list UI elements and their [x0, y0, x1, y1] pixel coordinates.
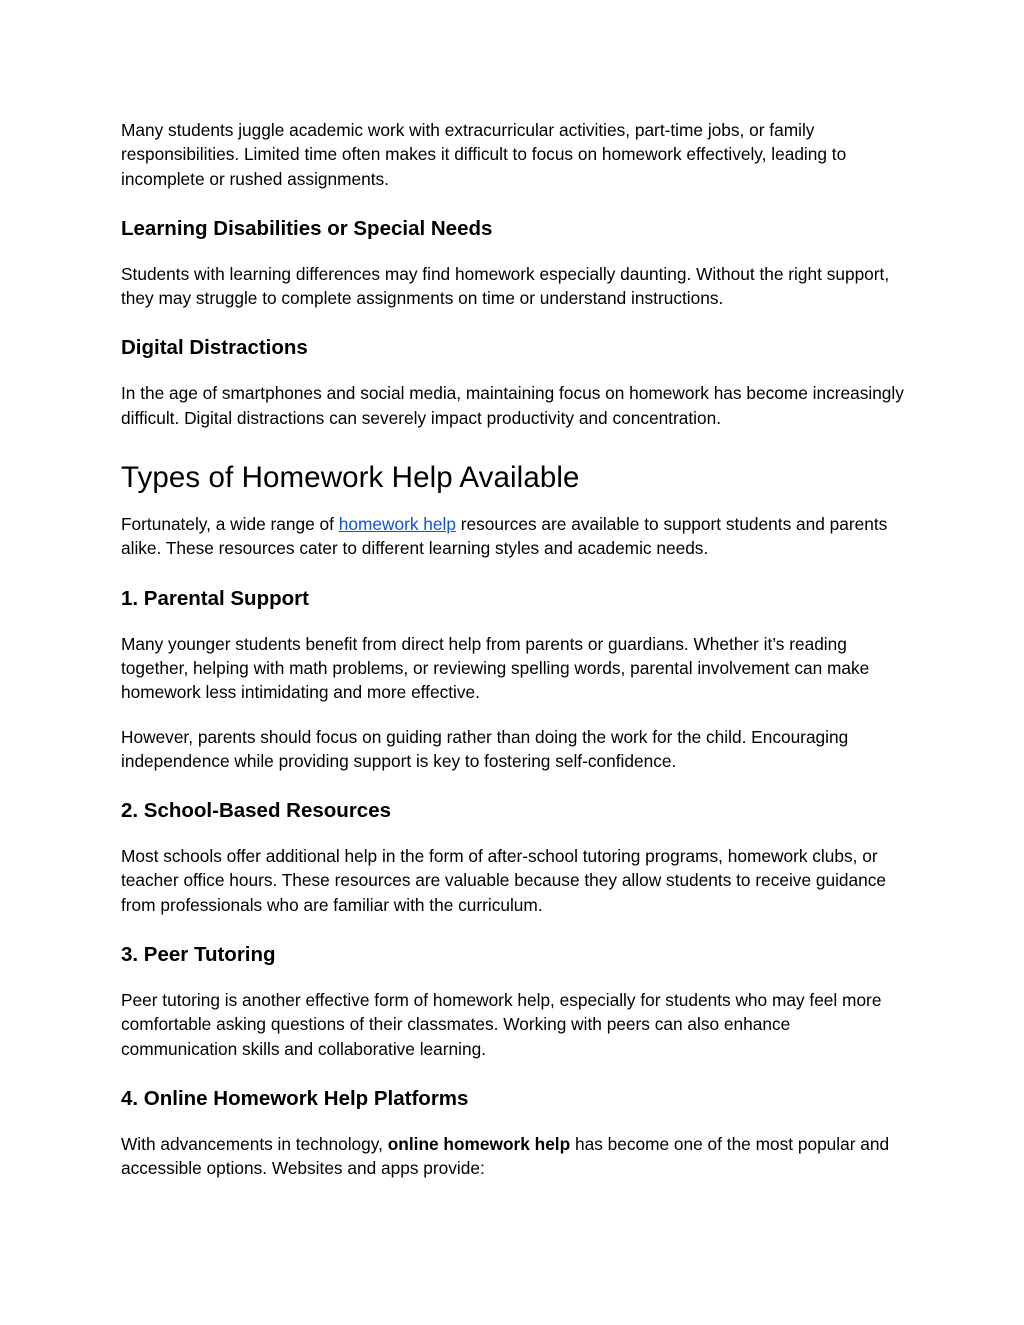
paragraph-online-homework-help — [121, 1132, 911, 1181]
paragraph-digital-distractions: In the age of smartphones and social media, maintaining focus on homework has become increasingly difficult. Digital distractions can severely impact productivity and concentration. — [121, 383, 904, 428]
heading-types-of-homework-help: Types of Homework Help Available — [121, 461, 580, 495]
heading-online-homework-help: 4. Online Homework Help Platforms — [121, 1086, 469, 1110]
types-intro-text-before: Fortunately, a wide range of — [121, 514, 339, 535]
homework-help-link[interactable]: homework help — [338, 514, 456, 535]
paragraph-parental-support-2: However, parents should focus on guiding rather than doing the work for the child. Encouraging independence while providing support is key to fostering self-confidence. — [121, 726, 849, 771]
paragraph-learning-disabilities: Students with learning differences may find homework especially daunting. Without the right support, they may struggle to complete assignments on time or understand instructions. — [121, 263, 890, 309]
heading-parental-support: 1. Parental Support — [121, 586, 309, 610]
types-intro-text-after: resources are available to support students and parents alike. These resources cater to different learning styles and academic needs. — [121, 514, 888, 559]
paragraph-time-constraints: Many students juggle academic work with extracurricular activities, part-time jobs, or family responsibilities. Limited time often makes it difficult to focus on homework effectively, leading to incomplete or rushed assignments. — [121, 120, 847, 189]
online-text-before: With advancements in technology, — [121, 1133, 388, 1154]
paragraph-parental-support-1: Many younger students benefit from direct help from parents or guardians. Whether it’s reading together, helping with math problems, or reviewing spelling words, parental involvement can make homework less intimidating and more effective. — [121, 633, 870, 703]
online-homework-help-bold: online homework help — [387, 1133, 571, 1154]
heading-peer-tutoring: 3. Peer Tutoring — [121, 943, 276, 967]
paragraph-peer-tutoring: Peer tutoring is another effective form of homework help, especially for students who may feel more comfortable asking questions of their classmates. Working with peers can also enhance communication skills and collaborative learning. — [121, 990, 882, 1059]
heading-digital-distractions: Digital Distractions — [121, 336, 308, 360]
paragraph-school-based-resources: Most schools offer additional help in the form of after-school tutoring programs, homework clubs, or teacher office hours. These resources are valuable because they allow students to receive guidance from professionals who are familiar with the curriculum. — [121, 846, 886, 915]
heading-school-based-resources: 2. School-Based Resources — [121, 799, 392, 823]
paragraph-types-intro — [121, 512, 911, 561]
document-page — [121, 118, 911, 1181]
online-text-after: has become one of the most popular and accessible options. Websites and apps provide: — [121, 1133, 890, 1179]
heading-learning-disabilities: Learning Disabilities or Special Needs — [121, 216, 493, 240]
